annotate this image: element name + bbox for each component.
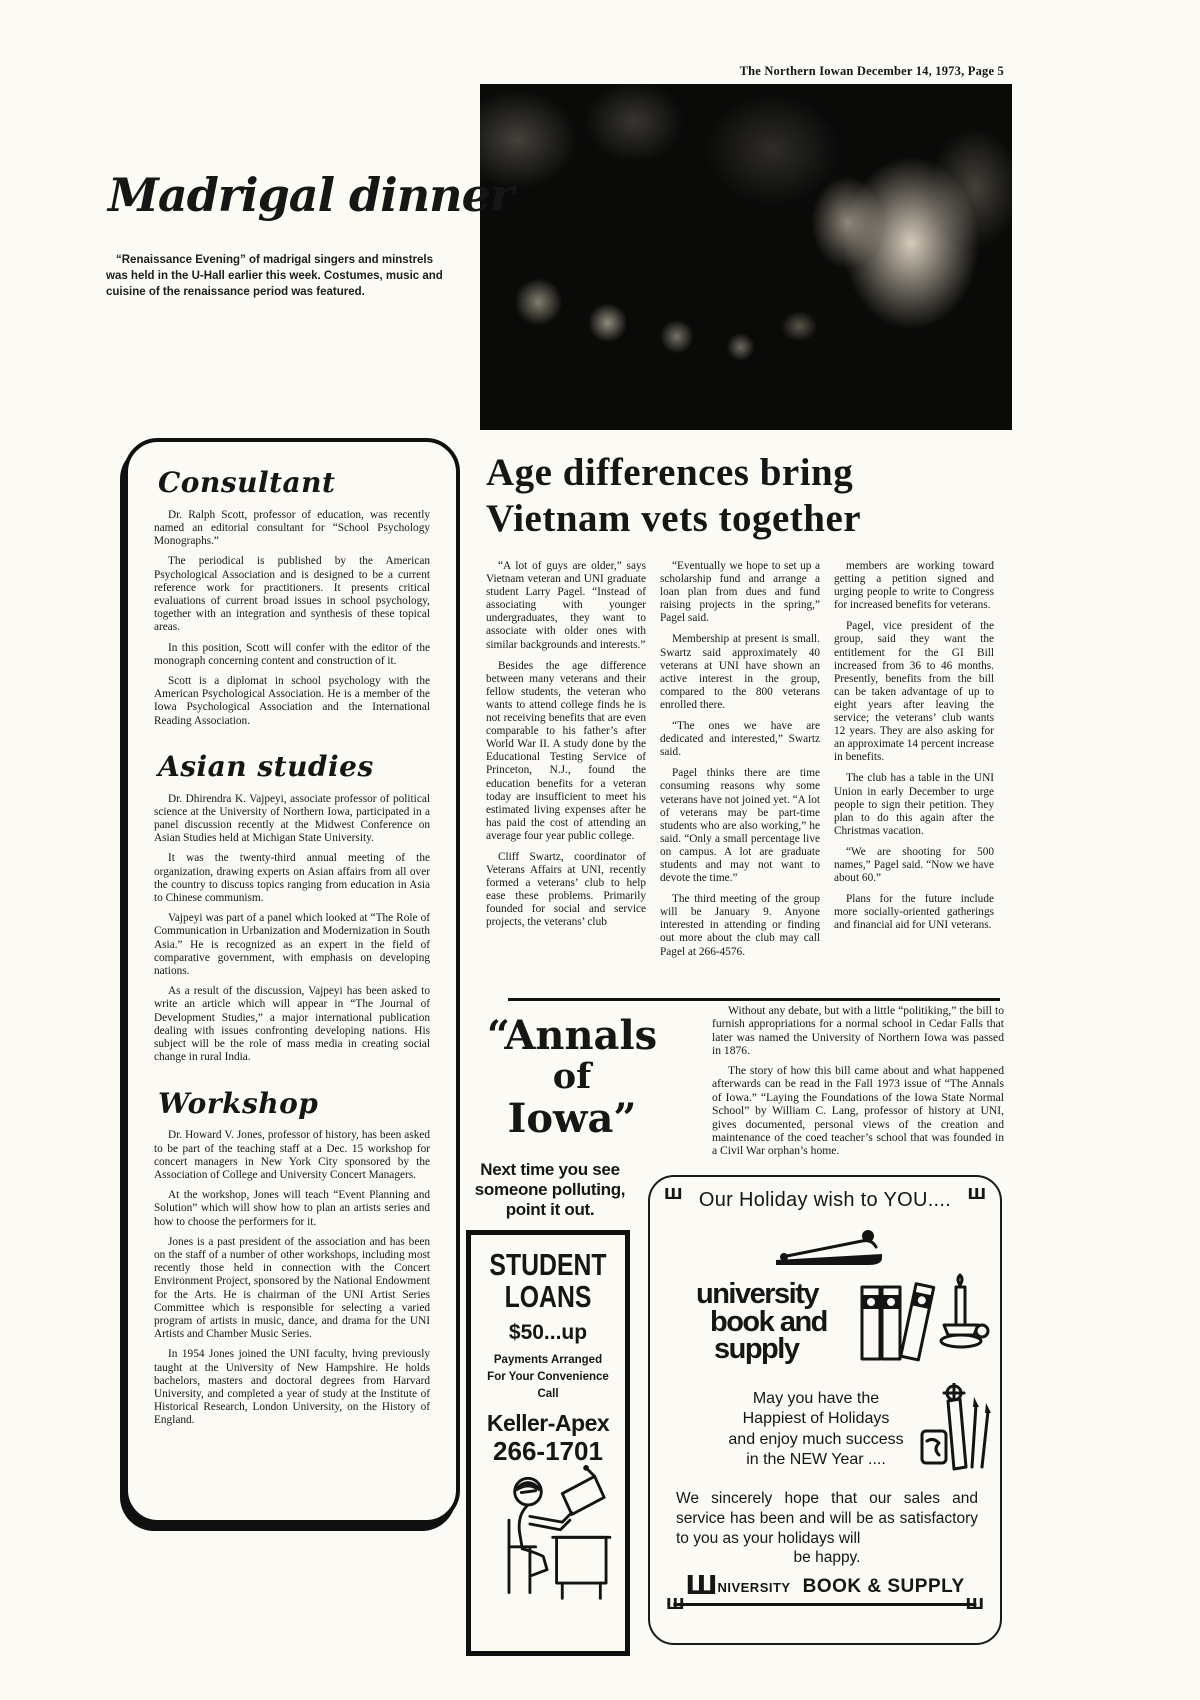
- annals-article: [712, 1004, 1004, 1164]
- ubs-logo-line1: university: [696, 1278, 818, 1310]
- loans-phone-number: 266-1701: [493, 1435, 603, 1466]
- ubs-logo-line3: supply: [714, 1333, 799, 1366]
- psa-line2: someone polluting,: [474, 1180, 626, 1200]
- vets-column-1: [486, 560, 646, 967]
- paragraph: As a result of the discussion, Vajpeyi has been asked to write an article which will appear in “The Journal of Development Studies,” a major international publication dealing with issues confronting developing nations. His subject will be the role of mass media in creating social change in rural India.: [154, 985, 430, 1064]
- greeting-line3: and enjoy much success: [728, 1430, 904, 1448]
- ubs-footer-name: niversity: [717, 1576, 791, 1597]
- paragraph: members are working toward getting a petition signed and urging people to write to Congress for increased benefits for veterans.: [834, 560, 994, 612]
- ubs-footer-rest: BOOK & SUPPLY: [802, 1576, 965, 1597]
- paragraph: Scott is a diplomat in school psychology with the American Psychological Association. He is a member of the Iowa Psychological Association and the International Reading Association.: [154, 675, 430, 727]
- annals-display-line2: of: [552, 1056, 592, 1097]
- paragraph: Dr. Howard V. Jones, professor of history, has been asked to be part of the teaching staff at a Dec. 15 workshop for concert managers in New York City sponsored by the Association of College and University Concert Managers.: [154, 1129, 430, 1181]
- ubs-headline: Our Holiday wish to YOU....: [698, 1189, 952, 1211]
- paragraph: Dr. Dhirendra K. Vajpeyi, associate professor of political science at the University of Northern Iowa, participated in a panel discussion recently at the Midwest Conference on Asian Studies held at Michigan State University.: [154, 792, 430, 845]
- ubs-message-last-line: be happy.: [793, 1549, 861, 1566]
- paragraph: “A lot of guys are older,” says Vietnam veteran and UNI graduate student Larry Pagel. “Instead of associating with younger undergraduates, they want to associate with older ones with similar backgrounds and interests.”: [486, 560, 646, 651]
- loans-amount: $50...up: [508, 1321, 588, 1345]
- uu-logo-icon: Ш: [965, 1595, 984, 1613]
- loans-note-line3: Call: [537, 1387, 559, 1400]
- paragraph: At the workshop, Jones will teach “Event Planning and Solution” which will show how to plan an artists series and how to choose the performers for it.: [154, 1189, 430, 1228]
- paragraph: Cliff Swartz, coordinator of Veterans Affairs at UNI, recently formed a veterans’ club to help ease these problems. Primarily founded for social and service projects, the veterans’ club: [486, 850, 646, 929]
- desk-clerk-illustration: [483, 1465, 613, 1603]
- paragraph: Membership at present is small. Swartz said approximately 40 veterans at UNI have shown an active interest in the group, compared to the 800 veterans enrolled there.: [660, 633, 820, 711]
- ubs-logo-line2: book and: [710, 1305, 827, 1338]
- candle-icon: [932, 1273, 990, 1351]
- paragraph: “We are shooting for 500 names,” Pagel said. “Now we have about 60.”: [834, 845, 994, 885]
- paragraph: In 1954 Jones joined the UNI faculty, hving previously taught at the University of New Hampshire. He holds bachelors, masters and doctoral degrees from Harvard University, and completed a year of study at the Institute of Historical Research, London University, on the History of England.: [154, 1348, 430, 1427]
- section-divider-rule: [508, 998, 1000, 1001]
- stapler-icon: [768, 1221, 888, 1273]
- briefs-box: [124, 438, 460, 1524]
- masthead: The Northern Iowan December 14, 1973, Page 5: [739, 64, 1004, 78]
- vets-column-3: [834, 560, 994, 967]
- paragraph: Jones is a past president of the association and has been on the staff of a number of other workshops, including most recently those held in connection with the Concert Environment Project, sponsored by the National Endowment for the Arts. He is chairman of the UNI Artist Series Committee which is responsible for selecting a varied program of artists in music, dance, and drama for the UNI Artists and Chamber Music Series.: [154, 1235, 430, 1341]
- ubs-message: We sincerely hope that our sales and service has been and will be as satisfactory to you as your holidays will: [676, 1490, 978, 1548]
- loans-note-line1: Payments Arranged: [493, 1354, 603, 1367]
- greeting-line1: May you have the: [752, 1390, 880, 1407]
- madrigal-headline: Madrigal dinner: [108, 168, 514, 222]
- vets-article-columns: [486, 560, 994, 967]
- uu-logo-icon: Ш: [664, 1185, 683, 1203]
- art-supplies-icon: [920, 1383, 992, 1475]
- paragraph: The periodical is published by the American Psychological Association and is designed to be a current reference work for practitioners. It presents critical evaluations of current broad issues in school psychology, together with an integration and synthesis of these topical areas.: [154, 555, 430, 634]
- psa-line1: Next time you see: [480, 1160, 620, 1179]
- uu-logo-icon: Ш: [666, 1595, 685, 1613]
- paragraph: The story of how this bill came about and what happened afterwards can be read in the Fall 1973 issue of “The Annals of Iowa.” “Laying the Foundations of the Iowa State Normal School” by William C. Lang, professor of history at UNI, gives documented, personal views of the creation and maintenance of the coed teacher’s school that was founded in a Civil War orphan’s home.: [712, 1063, 1004, 1158]
- workshop-title: Workshop: [158, 1086, 319, 1120]
- paragraph: In this position, Scott will confer with the editor of the monograph concerning content and construction of it.: [154, 641, 430, 667]
- paragraph: Plans for the future include more socially-oriented gatherings and financial aid for UNI veterans.: [834, 893, 994, 932]
- madrigal-caption: “Renaissance Evening” of madrigal singers and minstrels was held in the U-Hall earlier this week. Costumes, music and cuisine of the renaissance period was featured.: [106, 254, 443, 299]
- annals-display-line3: Iowa”: [507, 1094, 637, 1142]
- paragraph: The club has a table in the UNI Union in early December to urge people to sign their petition. They plan to do this again after the Christmas vacation.: [834, 772, 994, 837]
- consultant-title: Consultant: [158, 466, 336, 499]
- ubs-logo: [696, 1278, 827, 1366]
- loans-title-line2: LOANS: [504, 1279, 592, 1315]
- paragraph: Besides the age difference between many veterans and their fellow students, the veteran who wants to attend college finds he is not receiving benefits that are even comparable to his father’s after World War II. A study done by the Educational Testing Service of Princeton, N.J., found the education benefits for a veteran today are insufficient to meet his estimated living expenses after he has paid the cost of attending an average four year public college.: [486, 659, 646, 842]
- greeting-line4: in the NEW Year ....: [746, 1451, 886, 1469]
- loans-title-line1: STUDENT: [489, 1247, 607, 1282]
- asian-studies-title: Asian studies: [158, 749, 374, 783]
- uu-logo-icon: Ш: [967, 1185, 986, 1203]
- annals-display-line1: “Annals: [486, 1012, 658, 1059]
- paragraph: Vajpeyi was part of a panel which looked at “The Role of Communication in Urbanization and Modernization in South Asia.” He is recognized as an expert in the field of comparative government, with emphasis on developing nations.: [154, 912, 430, 978]
- loans-company-name: Keller-Apex: [486, 1410, 610, 1437]
- annals-of-iowa-display: [484, 1014, 660, 1141]
- vets-column-2: [660, 560, 820, 967]
- madrigal-dinner-photo: [480, 84, 1012, 430]
- article-consultant: [154, 468, 430, 728]
- uu-logo-icon: Ш: [685, 1571, 718, 1601]
- paragraph: Dr. Ralph Scott, professor of education, was recently named an editorial consultant for “School Psychology Monographs.”: [154, 508, 430, 548]
- paragraph: Pagel thinks there are time consuming reasons why some veterans have not joined yet. “A lot of veterans may be part-time students who are also working,” he said. “Only a small percentage live on campus. A lot are graduate students and may not want to devote the time.”: [660, 767, 820, 885]
- article-asian-studies: [154, 749, 430, 1065]
- student-loans-ad: [466, 1230, 630, 1656]
- loans-note: [471, 1352, 625, 1402]
- article-workshop: [154, 1086, 430, 1428]
- ubs-footer-logo: [673, 1571, 976, 1606]
- paragraph: The third meeting of the group will be January 9. Anyone interested in attending or finding out more about the club may call Pagel at 266-4576.: [660, 893, 820, 958]
- paragraph: Pagel, vice president of the group, said they want the entitlement for the GI Bill increased from 36 to 46 months. Presently, benefits from the bill can be taken advantage of up to eight years after leaving the service; the veterans’ club wants 12 years. They are also asking for an approximate 14 percent increase in benefits.: [834, 620, 994, 764]
- university-book-supply-ad: [648, 1175, 1002, 1645]
- ubs-greeting: [706, 1389, 926, 1471]
- loans-note-line2: For Your Convenience: [487, 1371, 609, 1384]
- paragraph: “Eventually we hope to set up a scholarship fund and arrange a loan plan from dues and fund raising projects in the spring,” Pagel said.: [660, 560, 820, 625]
- psa-line3: point it out.: [505, 1200, 595, 1220]
- pollution-psa: [456, 1160, 644, 1220]
- vets-headline-line2: Vietnam vets together: [486, 497, 862, 541]
- paragraph: Without any debate, but with a little “politiking,” the bill to furnish appropriations for a normal school in Cedar Falls that later was named the University of Northern Iowa was passed in 1876.: [712, 1004, 1004, 1058]
- loans-title: [486, 1249, 609, 1313]
- vets-headline: [486, 450, 861, 542]
- paragraph: “The ones we have are dedicated and interested,” Swartz said.: [660, 720, 820, 759]
- vets-headline-line1: Age differences bring: [486, 451, 854, 494]
- paragraph: It was the twenty-third annual meeting of the organization, drawing experts on Asian affairs from all over the country to discuss topics ranging from education in Asia to Chinese communism.: [154, 852, 430, 905]
- greeting-line2: Happiest of Holidays: [742, 1410, 890, 1428]
